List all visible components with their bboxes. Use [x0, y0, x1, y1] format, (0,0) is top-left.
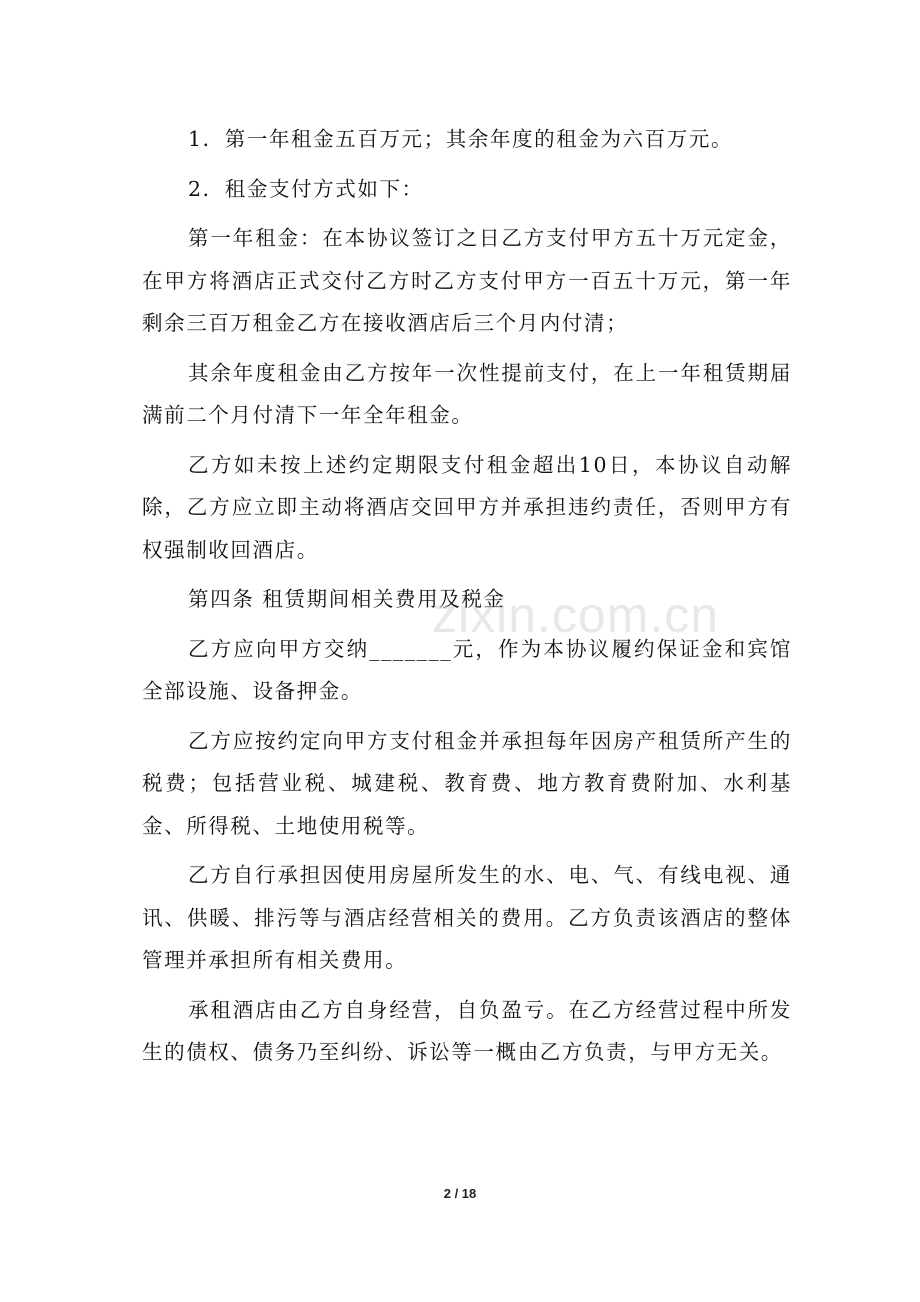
paragraph-utilities: 乙方自行承担因使用房屋所发生的水、电、气、有线电视、通讯、供暖、排污等与酒店经营相关的费用。乙方负责该酒店的整体管理并承担所有相关费用。: [142, 863, 792, 972]
paragraph-self-operation: 承租酒店由乙方自身经营，自负盈亏。在乙方经营过程中所发生的债权、债务乃至纠纷、诉讼等一概由乙方负责，与甲方无关。: [142, 997, 792, 1064]
paragraph-payment-method: 2．租金支付方式如下：: [188, 176, 424, 201]
paragraph-late-payment: 乙方如未按上述约定期限支付租金超出10日，本协议自动解除，乙方应立即主动将酒店交回甲方并承担违约责任，否则甲方有权强制收回酒店。: [142, 452, 792, 562]
document-body: [142, 118, 792, 1074]
watermark-logo: zixin.com.cn: [432, 587, 720, 643]
paragraph-first-year-rent: 第一年租金：在本协议签订之日乙方支付甲方五十万元定金，在甲方将酒店正式交付乙方时乙方支付甲方一百五十万元，第一年剩余三百万租金乙方在接收酒店后三个月内付清；: [142, 226, 792, 335]
paragraph-rent-amount: 1．第一年租金五百万元；其余年度的租金为六百万元。: [188, 127, 734, 151]
paragraph-deposit: 乙方应向甲方交纳_______元，作为本协议履约保证金和宾馆全部设施、设备押金。: [142, 636, 792, 703]
paragraph-taxes: 乙方应按约定向甲方支付租金并承担每年因房产租赁所产生的税费；包括营业税、城建税、教育费、地方教育费附加、水利基金、所得税、土地使用税等。: [142, 728, 792, 838]
section-heading-article-4: 第四条 租赁期间相关费用及税金: [188, 587, 506, 611]
page-number: 2 / 18: [443, 1186, 477, 1201]
paragraph-remaining-years-rent: 其余年度租金由乙方按年一次性提前支付，在上一年租赁期届满前二个月付清下一年全年租金。: [142, 360, 792, 427]
